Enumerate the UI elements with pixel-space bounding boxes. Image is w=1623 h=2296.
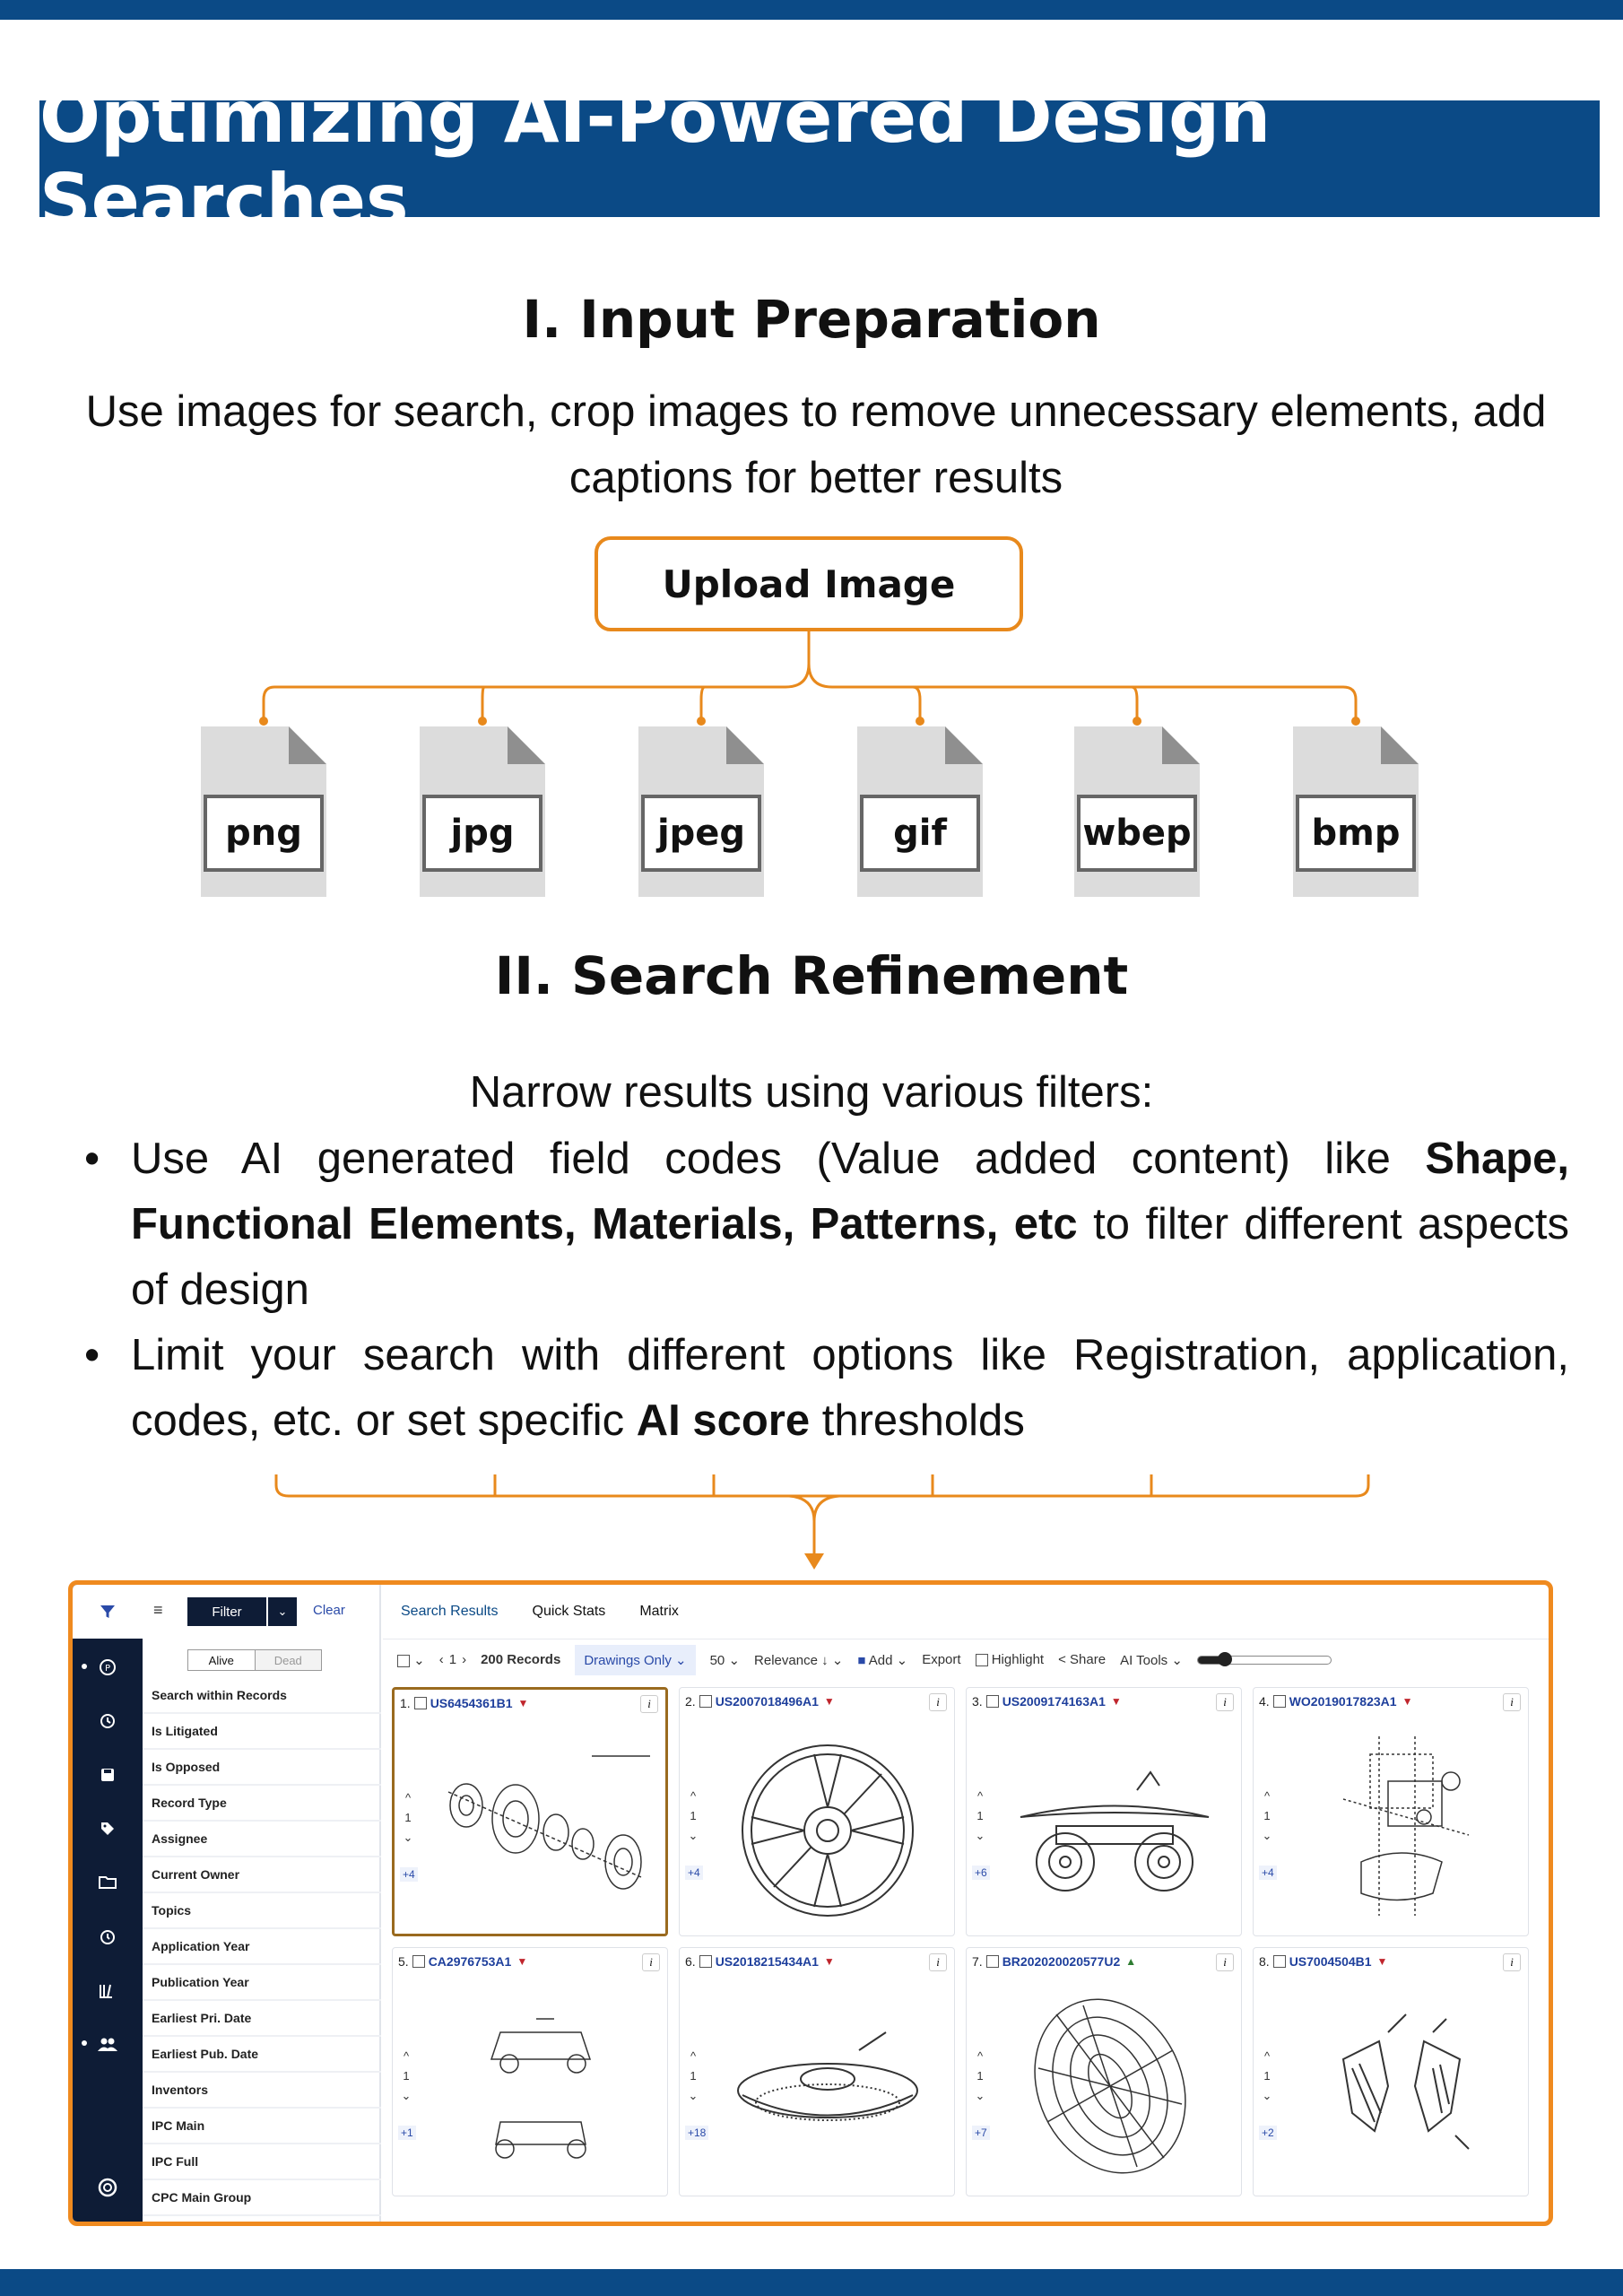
- filter-panel: [143, 1585, 381, 2222]
- bullet-field-codes: • Use AI generated field codes (Value added content) like Shape, Functional Elements, Materials, Patterns, etc to filter different aspects of design: [81, 1126, 1569, 1323]
- result-card[interactable]: 3. US2009174163A1 ▼ i ^ 1 ⌄ +6: [966, 1687, 1242, 1936]
- library-icon[interactable]: [73, 1972, 143, 2008]
- info-icon[interactable]: i: [1503, 1953, 1521, 1971]
- filter-list-icon[interactable]: ≡: [153, 1601, 163, 1619]
- filter-item[interactable]: Earliest Pub. Date: [143, 2037, 381, 2073]
- image-pager[interactable]: ^ 1 ⌄: [688, 2049, 699, 2102]
- patent-id-link[interactable]: US6454361B1: [430, 1696, 513, 1710]
- svg-text:P: P: [104, 1664, 111, 1674]
- filter-item[interactable]: Earliest Pri. Date: [143, 2001, 381, 2037]
- folder-icon[interactable]: [73, 1865, 143, 1900]
- export-button[interactable]: Export: [922, 1652, 961, 1667]
- view-select[interactable]: Drawings Only ⌄: [575, 1645, 695, 1675]
- patent-id-link[interactable]: WO2019017823A1: [1289, 1694, 1397, 1709]
- info-icon[interactable]: i: [640, 1695, 658, 1713]
- ai-tools-button[interactable]: AI Tools ⌄: [1120, 1652, 1183, 1668]
- highlight-toggle[interactable]: Highlight: [976, 1652, 1045, 1667]
- result-checkbox[interactable]: [414, 1697, 427, 1709]
- file-format-gif: gif: [857, 726, 983, 897]
- file-format-png: png: [201, 726, 326, 897]
- image-pager[interactable]: ^ 1 ⌄: [1262, 1789, 1272, 1842]
- more-images-badge[interactable]: +4: [400, 1867, 418, 1882]
- more-images-badge[interactable]: +2: [1259, 2126, 1277, 2140]
- more-images-badge[interactable]: +4: [1259, 1866, 1277, 1880]
- file-fold-icon: [508, 726, 545, 764]
- patent-id-link[interactable]: US2009174163A1: [1002, 1694, 1106, 1709]
- add-button[interactable]: ■ Add ⌄: [857, 1652, 908, 1668]
- filter-item[interactable]: CPC Main Group: [143, 2180, 381, 2216]
- clear-button[interactable]: Clear: [313, 1603, 345, 1618]
- top-accent-bar: [0, 0, 1623, 20]
- refinement-bullets: [81, 1126, 1569, 1454]
- info-icon[interactable]: i: [1216, 1953, 1234, 1971]
- score-badge: ▲: [1125, 1955, 1137, 1968]
- result-checkbox[interactable]: [1273, 1955, 1286, 1968]
- filter-item[interactable]: Is Litigated: [143, 1714, 381, 1750]
- filter-item[interactable]: Current Owner: [143, 1857, 381, 1893]
- select-all-checkbox[interactable]: ⌄: [397, 1652, 425, 1668]
- image-pager[interactable]: ^ 1 ⌄: [688, 1789, 699, 1842]
- left-icon-rail: [73, 1585, 143, 2222]
- image-pager[interactable]: ^ 1 ⌄: [401, 2049, 412, 2102]
- score-badge: ▼: [1402, 1695, 1413, 1708]
- filter-button[interactable]: Filter: [187, 1597, 266, 1626]
- more-images-badge[interactable]: +18: [685, 2126, 708, 2140]
- page-prev-button[interactable]: ‹: [438, 1652, 444, 1667]
- per-page-select[interactable]: 50 ⌄: [709, 1652, 741, 1668]
- result-card[interactable]: 7. BR202020020577U2 ▲ i ^ 1 ⌄ +7: [966, 1947, 1242, 2196]
- result-card[interactable]: 2. US2007018496A1 ▼ i ^ 1 ⌄ +4: [679, 1687, 955, 1936]
- save-icon[interactable]: [73, 1757, 143, 1793]
- patent-id-link[interactable]: US7004504B1: [1289, 1954, 1372, 1969]
- result-card[interactable]: 1. US6454361B1 ▼ i ^ 1 ⌄ +4: [392, 1687, 668, 1936]
- result-checkbox[interactable]: [699, 1695, 712, 1708]
- tab-matrix[interactable]: Matrix: [639, 1604, 679, 1619]
- tab-search-results[interactable]: Search Results: [401, 1604, 499, 1619]
- file-format-jpg: jpg: [420, 726, 545, 897]
- more-images-badge[interactable]: +6: [972, 1866, 990, 1880]
- patent-drawing-exploded-scooter: [1289, 1718, 1514, 1925]
- section1-text: Use images for search, crop images to remove unnecessary elements, add captions for better results: [85, 387, 1547, 502]
- result-card[interactable]: 6. US2018215434A1 ▼ i ^ 1 ⌄ +18: [679, 1947, 955, 2196]
- patent-id-link[interactable]: US2018215434A1: [715, 1954, 819, 1969]
- ai-score-slider[interactable]: [1197, 1656, 1332, 1665]
- file-fold-icon: [726, 726, 764, 764]
- dead-toggle[interactable]: Dead: [255, 1650, 322, 1670]
- share-icon: <: [1058, 1652, 1066, 1667]
- alive-toggle[interactable]: Alive: [208, 1653, 234, 1667]
- result-checkbox[interactable]: [1273, 1695, 1286, 1708]
- more-images-badge[interactable]: +1: [398, 2126, 416, 2140]
- tab-quick-stats[interactable]: Quick Stats: [532, 1604, 606, 1619]
- patent-icon[interactable]: [73, 1649, 143, 1685]
- result-checkbox[interactable]: [986, 1695, 999, 1708]
- patent-drawing-mesh-dome: [1002, 1979, 1227, 2185]
- filter-item[interactable]: Assignee: [143, 1822, 381, 1857]
- results-area: [383, 1585, 1549, 2222]
- file-fold-icon: [945, 726, 983, 764]
- patent-drawing-board-vehicle: [1002, 1718, 1227, 1925]
- filter-item[interactable]: IPC Main: [143, 2109, 381, 2144]
- records-count: 200 Records: [481, 1652, 561, 1667]
- result-card[interactable]: 5. CA2976753A1 ▼ i ^ 1 ⌄ +1: [392, 1947, 668, 2196]
- info-icon[interactable]: i: [1503, 1693, 1521, 1711]
- filter-item[interactable]: IPC Full: [143, 2144, 381, 2180]
- bottom-accent-bar: [0, 2269, 1623, 2296]
- image-pager[interactable]: ^ 1 ⌄: [975, 1789, 985, 1842]
- more-images-badge[interactable]: +4: [685, 1866, 703, 1880]
- section2-intro: Narrow results using various filters:: [469, 1068, 1154, 1117]
- tag-icon[interactable]: [73, 1811, 143, 1847]
- page-number: 1: [448, 1652, 457, 1667]
- bullet-limit-options: • Limit your search with different options like Registration, application, codes, etc. or set specific AI score thresholds: [81, 1323, 1569, 1454]
- file-fold-icon: [289, 726, 326, 764]
- upload-image-button[interactable]: Upload Image: [595, 536, 1023, 631]
- patent-id-link[interactable]: US2007018496A1: [715, 1694, 819, 1709]
- history-icon[interactable]: [73, 1703, 143, 1739]
- more-images-badge[interactable]: +7: [972, 2126, 990, 2140]
- score-badge: ▼: [823, 1695, 835, 1708]
- chevron-down-icon[interactable]: ⌄: [268, 1597, 297, 1626]
- file-format-wbep: wbep: [1074, 726, 1200, 897]
- file-fold-icon: [1162, 726, 1200, 764]
- info-icon[interactable]: i: [929, 1693, 947, 1711]
- filter-item[interactable]: Publication Year: [143, 1965, 381, 2001]
- filter-item[interactable]: Search within Records: [143, 1678, 381, 1714]
- result-checkbox[interactable]: [412, 1955, 425, 1968]
- file-format-bmp: bmp: [1293, 726, 1419, 897]
- results-brace-connector: [0, 1471, 1623, 1570]
- help-lifebuoy-icon[interactable]: [73, 2170, 143, 2205]
- score-badge: ▼: [823, 1955, 835, 1968]
- section2-heading: II. Search Refinement: [494, 945, 1129, 1006]
- score-badge: ▼: [1110, 1695, 1122, 1708]
- title-banner: [39, 75, 1600, 242]
- page-next-button[interactable]: ›: [462, 1652, 467, 1667]
- patent-drawing-small-vehicle: [429, 1979, 653, 2185]
- result-checkbox[interactable]: [699, 1955, 712, 1968]
- filter-item[interactable]: Is Opposed: [143, 1750, 381, 1786]
- filter-item[interactable]: Application Year: [143, 1929, 381, 1965]
- filter-item[interactable]: Inventors: [143, 2073, 381, 2109]
- share-button[interactable]: < Share: [1058, 1652, 1107, 1667]
- page-title: Optimizing AI-Powered Design Searches: [39, 75, 1271, 242]
- info-icon[interactable]: i: [1216, 1693, 1234, 1711]
- patent-drawing-wheel-rim: [716, 1718, 940, 1925]
- patent-id-link[interactable]: BR202020020577U2: [1002, 1954, 1121, 1969]
- result-card[interactable]: 4. WO2019017823A1 ▼ i ^ 1 ⌄ +4: [1253, 1687, 1529, 1936]
- image-pager[interactable]: ^ 1 ⌄: [403, 1791, 413, 1844]
- filter-funnel-icon[interactable]: [73, 1585, 143, 1639]
- file-format-jpeg: jpeg: [638, 726, 764, 897]
- info-icon[interactable]: i: [929, 1953, 947, 1971]
- image-pager[interactable]: ^ 1 ⌄: [975, 2049, 985, 2102]
- score-badge: ▼: [517, 1697, 529, 1709]
- filter-item[interactable]: Topics: [143, 1893, 381, 1929]
- patent-id-link[interactable]: CA2976753A1: [428, 1954, 512, 1969]
- result-checkbox[interactable]: [986, 1955, 999, 1968]
- score-badge: ▼: [1376, 1955, 1388, 1968]
- filter-item[interactable]: Record Type: [143, 1786, 381, 1822]
- image-pager[interactable]: ^ 1 ⌄: [1262, 2049, 1272, 2102]
- score-badge: ▼: [516, 1955, 528, 1968]
- file-fold-icon: [1381, 726, 1419, 764]
- upload-connector-tree: [0, 628, 1623, 735]
- result-tabs: [383, 1585, 1549, 1639]
- result-card[interactable]: 8. US7004504B1 ▼ i ^ 1 ⌄ +2: [1253, 1947, 1529, 2196]
- alarm-icon[interactable]: [73, 1918, 143, 1954]
- patent-drawing-clamp-parts: [1289, 1979, 1514, 2185]
- alive-dead-toggle: [187, 1649, 322, 1671]
- patent-drawing-disc: [716, 1979, 940, 2185]
- team-icon[interactable]: [73, 2026, 143, 2062]
- section1-heading: I. Input Preparation: [522, 289, 1101, 350]
- info-icon[interactable]: i: [642, 1953, 660, 1971]
- results-toolbar: [383, 1639, 1549, 1680]
- save-icon: ■: [857, 1652, 866, 1668]
- search-app-screenshot: [68, 1580, 1553, 2226]
- patent-drawing-wheel-assembly: [430, 1720, 655, 1926]
- sort-select[interactable]: Relevance ↓ ⌄: [754, 1652, 844, 1668]
